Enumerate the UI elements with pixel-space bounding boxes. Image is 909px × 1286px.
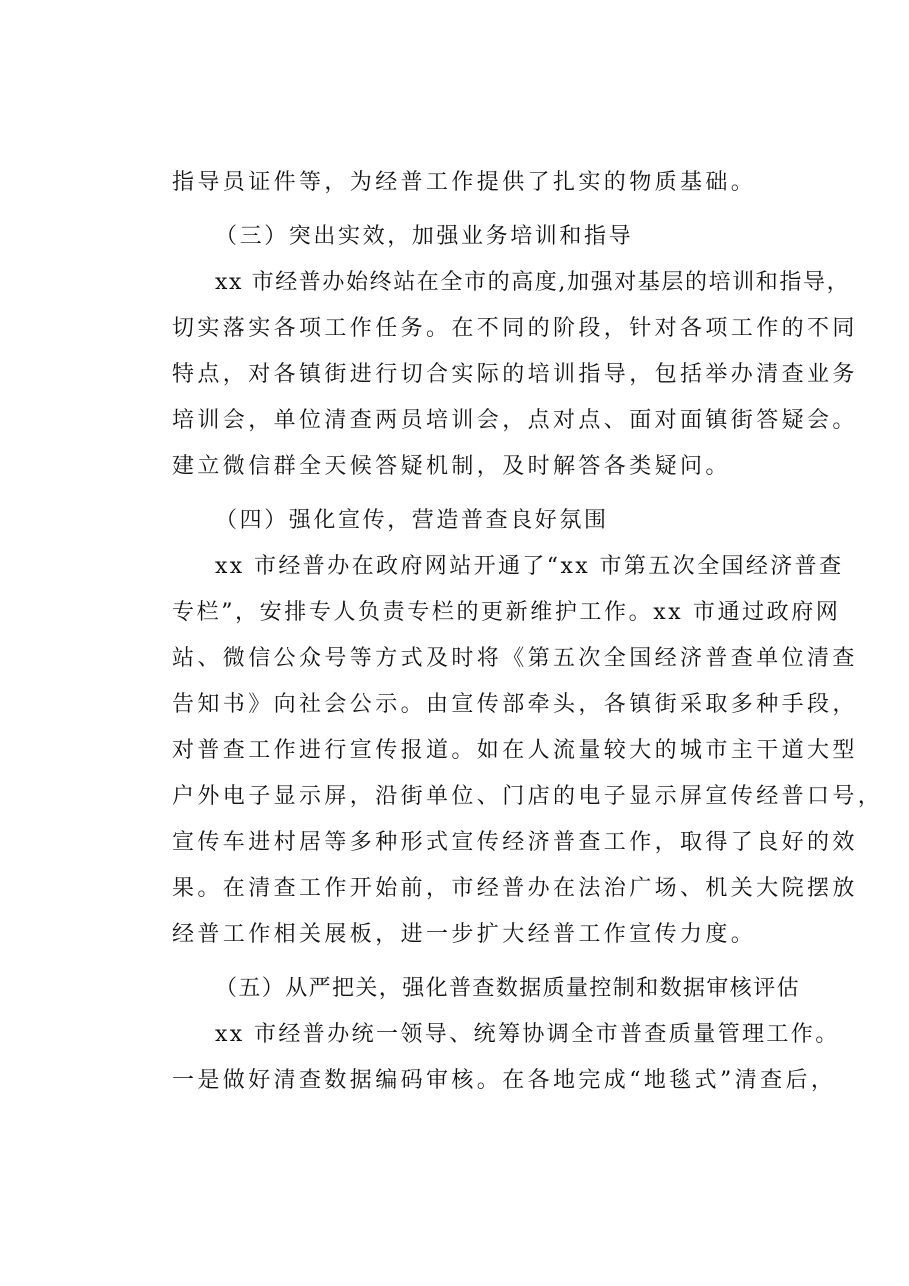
body-text-line: 经普工作相关展板，进一步扩大经普工作宣传力度。 (172, 922, 757, 947)
body-text-line: xx 市经普办在政府网站开通了“xx 市第五次全国经济普查 (215, 554, 844, 579)
body-text-line: 告知书》向社会公示。由宣传部牵头，各镇街采取多种手段， (172, 692, 858, 717)
section-heading-5: （五）从严把关，强化普查数据质量控制和数据审核评估 (215, 976, 801, 1001)
body-text-line: xx 市经普办统一领导、统筹协调全市普查质量管理工作。 (215, 1022, 840, 1047)
section-heading-4: （四）强化宣传，营造普查良好氛围 (215, 508, 609, 533)
body-text-line: 站、微信公众号等方式及时将《第五次全国经济普查单位清查 (172, 646, 858, 671)
body-text-line: 户外电子显示屏，沿街单位、门店的电子显示屏宣传经普口号， (172, 784, 884, 809)
body-text-line: 专栏”，安排专人负责专栏的更新维护工作。xx 市通过政府网 (172, 600, 841, 625)
body-text-line: 指导员证件等，为经普工作提供了扎实的物质基础。 (172, 170, 757, 195)
body-text-line: 特点，对各镇街进行切合实际的培训指导，包括举办清查业务 (172, 362, 858, 387)
body-text-line: 果。在清查工作开始前，市经普办在法治广场、机关大院摆放 (172, 876, 858, 901)
body-text-line: 建立微信群全天候答疑机制，及时解答各类疑问。 (172, 454, 731, 479)
body-text-line: 培训会，单位清查两员培训会，点对点、面对面镇街答疑会。 (172, 408, 858, 433)
body-text-line: 对普查工作进行宣传报道。如在人流量较大的城市主干道大型 (172, 738, 858, 763)
body-text-line: 宣传车进村居等多种形式宣传经济普查工作，取得了良好的效 (172, 830, 858, 855)
body-text-line: 切实落实各项工作任务。在不同的阶段，针对各项工作的不同 (172, 316, 858, 341)
section-heading-3: （三）突出实效，加强业务培训和指导 (215, 224, 634, 249)
body-text-line: 一是做好清查数据编码审核。在各地完成“地毯式”清查后， (172, 1068, 837, 1093)
body-text-line: xx 市经普办始终站在全市的高度,加强对基层的培训和指导， (215, 270, 851, 295)
